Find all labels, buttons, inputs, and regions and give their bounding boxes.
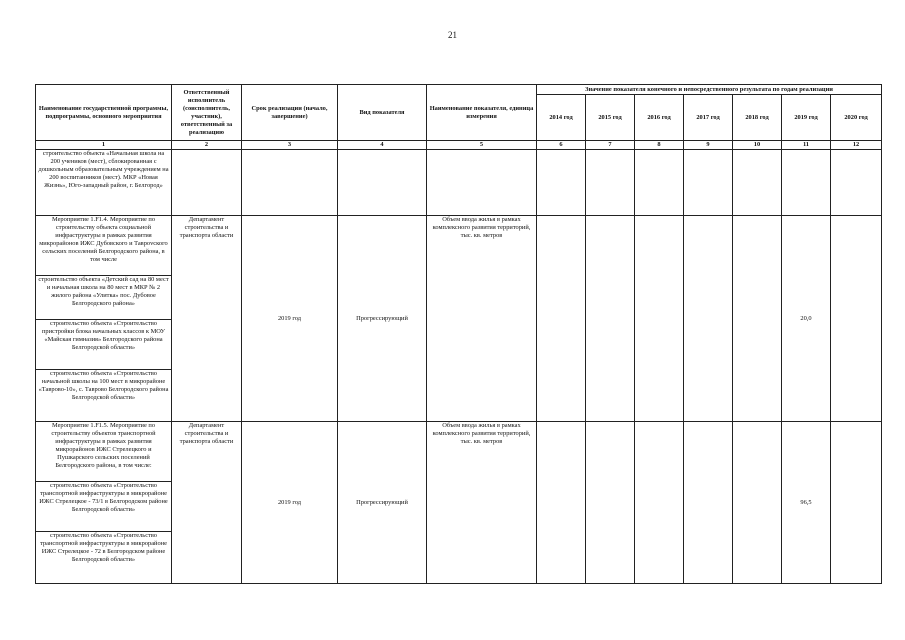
measure-1f14-sub-object: строительство объекта «Строительство пристройки блока начальных классов к МОУ «Майская гимназия» Белгородского района Белгородской области» xyxy=(36,320,172,370)
row-object-name: строительство объекта «Начальная школа на 200 учеников (мест), сблокированная с дошкольным образовательным учреждением на 200 воспитанников (мест). МКР «Новая Жизнь», Юго-западный район, г. Белгород» xyxy=(36,150,172,216)
column-number: 11 xyxy=(782,141,831,150)
measure-1f14-indicator: Объем ввода жилья в рамках комплексного развития территорий, тыс. кв. метров xyxy=(427,216,537,422)
measure-1f15-executor: Департамент строительства и транспорта области xyxy=(172,422,242,584)
column-number: 4 xyxy=(338,141,427,150)
column-number: 9 xyxy=(684,141,733,150)
header-year-2014: 2014 год xyxy=(537,95,586,141)
header-year-2020: 2020 год xyxy=(831,95,882,141)
header-program-name: Наименование государственной программы, подпрограммы, основного мероприятия xyxy=(36,85,172,141)
measure-1f14-sub-object: строительство объекта «Строительство начальной школы на 100 мест в микрорайоне «Таврово-10», с. Таврово Белгородского района Белгородской области» xyxy=(36,370,172,422)
table-row xyxy=(36,216,882,276)
measure-1f15-sub-object: строительство объекта «Строительство транспортной инфраструктуры в микрорайоне ИЖС Стрелецкое - 72 в Белгородском районе Белгородской области» xyxy=(36,532,172,584)
header-indicator-type: Вид показателя xyxy=(338,85,427,141)
page-number: 21 xyxy=(448,30,457,40)
column-number: 5 xyxy=(427,141,537,150)
column-number: 1 xyxy=(36,141,172,150)
column-number: 6 xyxy=(537,141,586,150)
measure-1f14-period: 2019 год xyxy=(242,216,338,422)
header-executor: Ответственный исполнитель (соисполнитель, участник), ответственный за реализацию xyxy=(172,85,242,141)
column-number: 12 xyxy=(831,141,882,150)
measure-1f14-executor: Департамент строительства и транспорта области xyxy=(172,216,242,422)
table-row xyxy=(36,422,882,482)
header-year-2015: 2015 год xyxy=(586,95,635,141)
measure-1f15-sub-object: строительство объекта «Строительство транспортной инфраструктуры в микрорайоне ИЖС Стрелецкое - 73/1 в Белгородском районе Белгородской области» xyxy=(36,482,172,532)
measure-1f15-type: Прогрессирующий xyxy=(338,422,427,584)
measure-1f15-name: Мероприятие 1.F1.5. Мероприятие по строительству объектов транспортной инфраструктуры в рамках развития микрорайонов ИЖС Стрелецкого и Пушкарского сельских поселений Белгородского района, в том числе: xyxy=(36,422,172,482)
measure-1f14-value-2019: 20,0 xyxy=(782,216,831,422)
measure-1f14-name: Мероприятие 1.F1.4. Мероприятие по строительству объекта социальной инфраструктуры в рамках развития микрорайонов ИЖС Дубовского и Таврovского сельских поселений Белгородского района, в том числе xyxy=(36,216,172,276)
column-number: 10 xyxy=(733,141,782,150)
header-year-2017: 2017 год xyxy=(684,95,733,141)
header-values-group: Значение показателя конечного и непосредственного результата по годам реализации xyxy=(537,85,882,95)
column-numbers-row xyxy=(36,141,882,150)
measure-1f15-value-2019: 96,5 xyxy=(782,422,831,584)
table-row xyxy=(36,150,882,216)
header-period: Срок реализации (начало, завершение) xyxy=(242,85,338,141)
header-year-2016: 2016 год xyxy=(635,95,684,141)
measure-1f15-period: 2019 год xyxy=(242,422,338,584)
measure-1f15-indicator: Объем ввода жилья в рамках комплексного развития территорий, тыс. кв. метров xyxy=(427,422,537,584)
indicators-table xyxy=(35,84,882,584)
column-number: 7 xyxy=(586,141,635,150)
header-year-2019: 2019 год xyxy=(782,95,831,141)
column-number: 3 xyxy=(242,141,338,150)
column-number: 2 xyxy=(172,141,242,150)
measure-1f14-type: Прогрессирующий xyxy=(338,216,427,422)
header-year-2018: 2018 год xyxy=(733,95,782,141)
header-indicator-name: Наименование показателя, единица измерения xyxy=(427,85,537,141)
measure-1f14-sub-object: строительство объекта «Детский сад на 80 мест и начальная школа на 80 мест в МКР № 2 жилого района «Улитка» пос. Дубовое Белгородского района» xyxy=(36,276,172,320)
column-number: 8 xyxy=(635,141,684,150)
